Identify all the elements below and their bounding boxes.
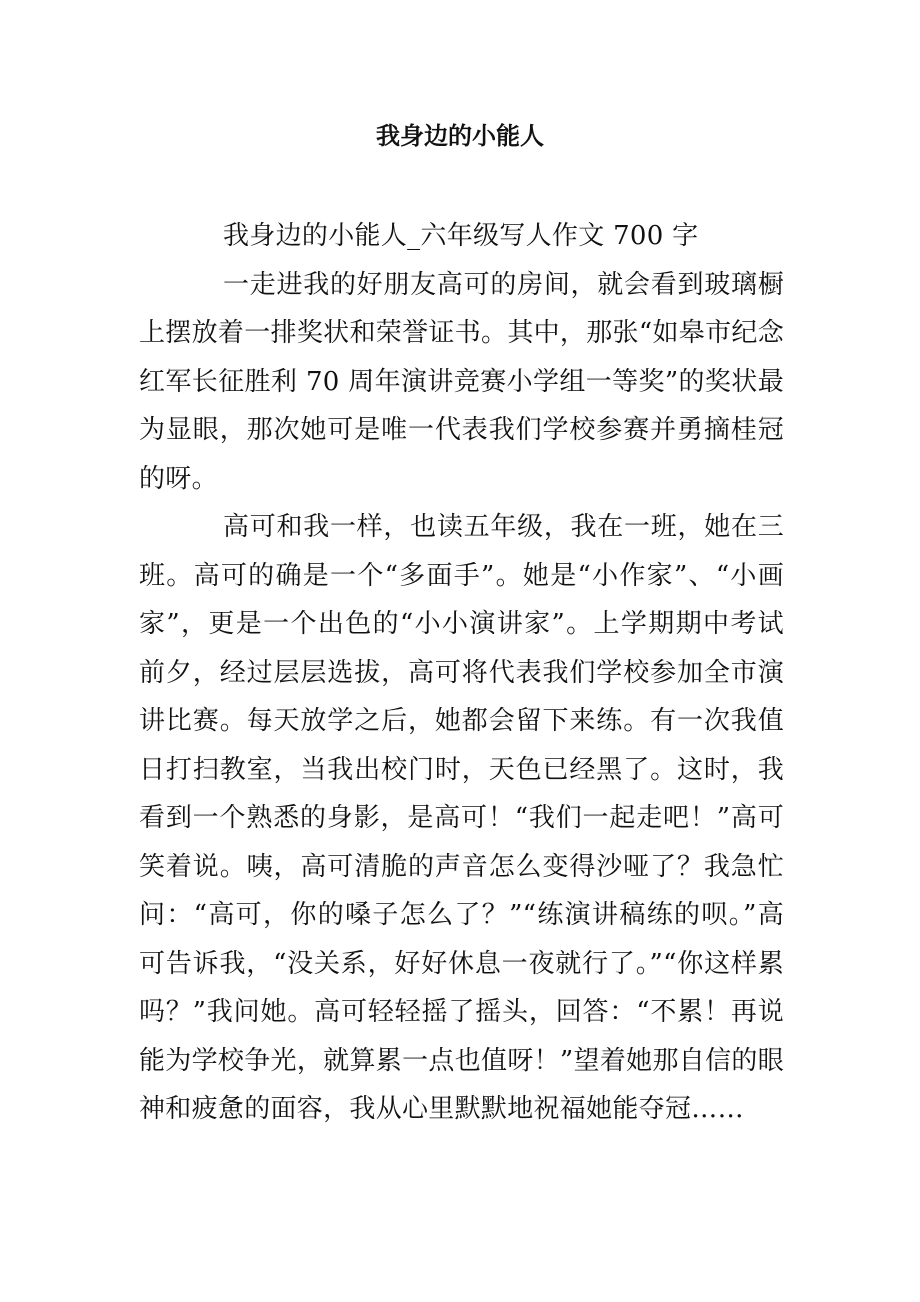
document-title: 我身边的小能人 (376, 121, 544, 150)
document-body (139, 212, 784, 1134)
paragraph-awards: 一走进我的好朋友高可的房间，就会看到玻璃橱上摆放着一排奖状和荣誉证书。其中，那张“如皋市纪念红军长征胜利 70 周年演讲竞赛小学组一等奖”的奖状最为显眼，那次她可是唯一代表我们学校参赛并勇摘桂冠的呀。 (139, 269, 784, 494)
paragraph-subtitle: 我身边的小能人_六年级写人作文 700 字 (223, 221, 699, 251)
paragraph-story: 高可和我一样，也读五年级，我在一班，她在三班。高可的确是一个“多面手”。她是“小作家”、“小画家”，更是一个出色的“小小演讲家”。上学期期中考试前夕，经过层层选拔，高可将代表我们学校参加全市演讲比赛。每天放学之后，她都会留下来练。有一次我值日打扫教室，当我出校门时，天色已经黑了。这时，我看到一个熟悉的身影，是高可！“我们一起走吧！”高可笑着说。咦，高可清脆的声音怎么变得沙哑了？我急忙问：“高可，你的嗓子怎么了？”“练演讲稿练的呗。”高可告诉我，“没关系，好好休息一夜就行了。”“你这样累吗？”我问她。高可轻轻摇了摇头，回答：“不累！再说能为学校争光，就算累一点也值呀！”望着她那自信的眼神和疲惫的面容，我从心里默默地祝福她能夺冠…… (139, 512, 784, 1124)
